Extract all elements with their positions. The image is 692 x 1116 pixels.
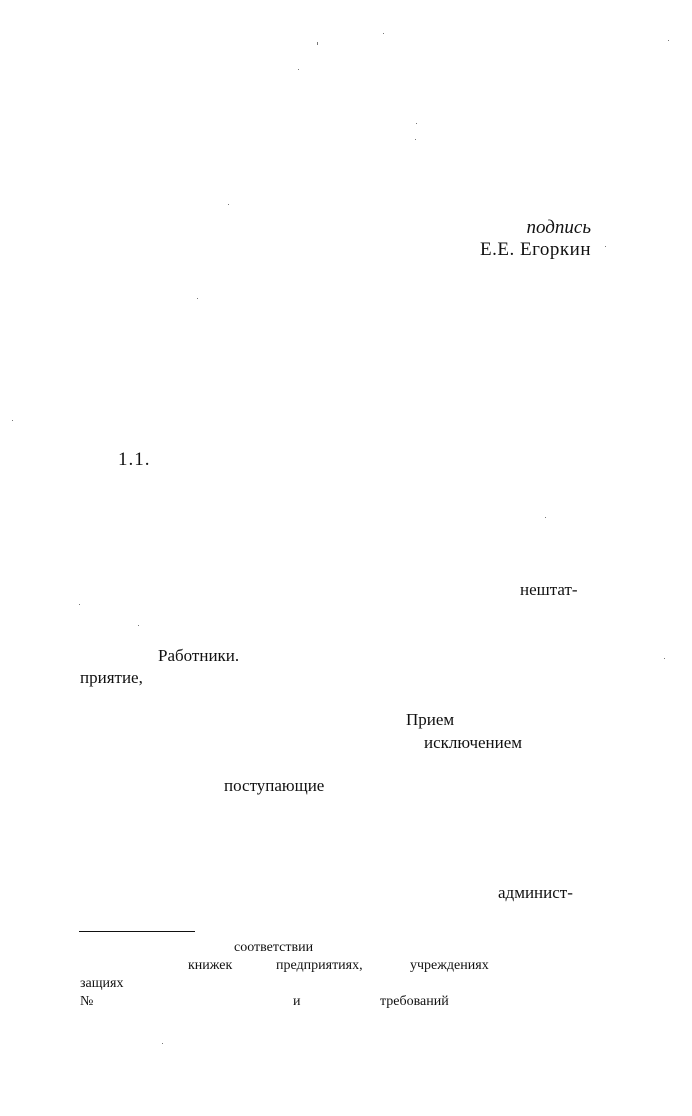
word-neshtat: нештат- [520,580,578,599]
scan-speck [228,204,229,205]
scan-speck [138,625,139,626]
word-priyatie: приятие, [80,668,143,687]
footnote-word-trebovaniy: требований [380,994,449,1009]
footnote-word-zashchiyakh: защиях [80,976,124,991]
footnote-divider [79,931,195,932]
scan-speck [79,604,80,605]
scan-speck [415,139,416,140]
word-priem: Прием [406,710,455,729]
scan-speck [416,123,417,124]
clause-number: 1.1. [118,449,151,470]
scan-speck [605,246,606,247]
scan-speck [545,517,546,518]
signatory-name: Е.Е. Егоркин [480,239,591,260]
word-administ: админист- [498,883,573,902]
footnote-word-predpriyatiyakh: предприятиях, [276,958,363,973]
footnote-word-i: и [293,994,301,1009]
word-isklyucheniem: исключением [424,733,523,752]
word-postupayushchie: поступающие [224,776,325,795]
scan-speck [298,69,299,70]
footnote-number-sign: № [80,994,94,1009]
scan-speck [12,420,13,421]
footnote-word-uchrezhdeniyakh: учреждениях [410,958,489,973]
scan-speck [162,1043,163,1044]
scan-speck [668,40,669,41]
scan-speck [317,42,318,45]
footnote-word-knizhek: книжек [188,958,233,973]
signature-label: подпись [526,217,591,238]
word-rabotniki: Работники. [158,646,240,665]
scan-speck [197,298,198,299]
footnote-word-sootvetstvii: соответствии [234,940,314,955]
scan-speck [383,33,384,34]
scan-speck [664,658,665,659]
